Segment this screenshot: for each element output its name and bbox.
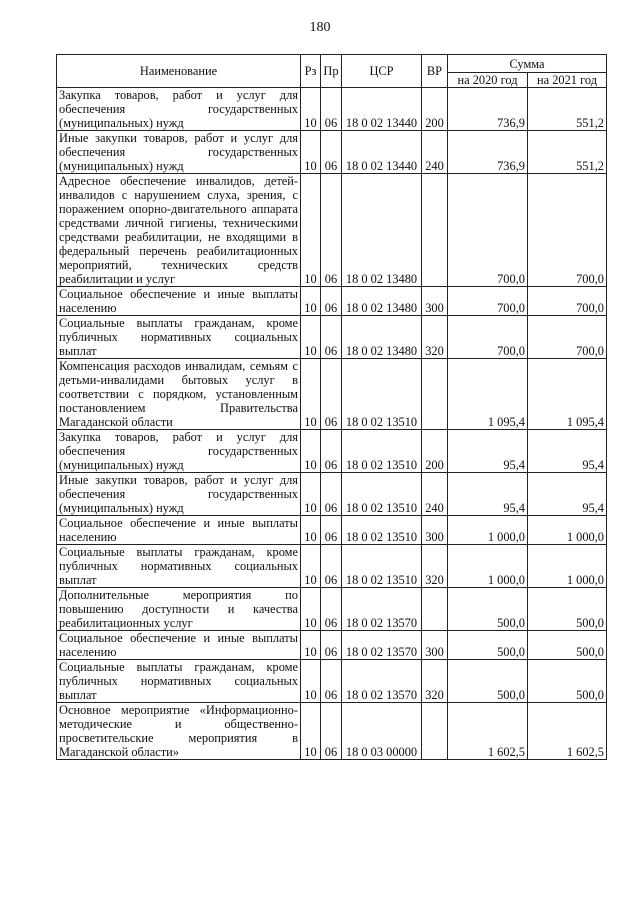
row-rz: 10 [301,316,321,359]
row-vr: 200 [422,430,448,473]
row-vr: 200 [422,88,448,131]
row-amount-2021: 500,0 [528,588,607,631]
row-pr: 06 [321,359,342,430]
row-pr: 06 [321,703,342,760]
row-vr: 240 [422,131,448,174]
page-number: 180 [309,20,331,35]
row-amount-2020: 700,0 [448,174,528,287]
row-name: Закупка товаров, работ и услуг для обеспечения государственных (муниципальных) нужд [57,430,301,473]
row-rz: 10 [301,88,321,131]
row-amount-2021: 700,0 [528,174,607,287]
row-name: Социальные выплаты гражданам, кроме публичных нормативных социальных выплат [57,316,301,359]
row-csr: 18 0 02 13440 [342,88,422,131]
row-amount-2020: 1 000,0 [448,545,528,588]
table-row [57,545,607,588]
row-amount-2021: 95,4 [528,430,607,473]
row-rz: 10 [301,131,321,174]
row-name: Иные закупки товаров, работ и услуг для обеспечения государственных (муниципальных) нужд [57,131,301,174]
row-name: Иные закупки товаров, работ и услуг для обеспечения государственных (муниципальных) нужд [57,473,301,516]
row-amount-2021: 1 602,5 [528,703,607,760]
row-csr: 18 0 02 13480 [342,174,422,287]
row-name: Компенсация расходов инвалидам, семьям с детьми-инвалидами бытовых услуг в соответствии с порядком, установленным постановлением Правительства Магаданской области [57,359,301,430]
row-vr [422,359,448,430]
row-rz: 10 [301,174,321,287]
row-amount-2021: 500,0 [528,660,607,703]
row-amount-2021: 551,2 [528,131,607,174]
row-csr: 18 0 02 13570 [342,588,422,631]
row-csr: 18 0 02 13510 [342,516,422,545]
row-amount-2021: 500,0 [528,631,607,660]
row-amount-2020: 95,4 [448,430,528,473]
row-amount-2020: 500,0 [448,660,528,703]
header-year-2021: на 2021 год [528,73,607,88]
row-amount-2021: 1 000,0 [528,545,607,588]
table-row [57,174,607,287]
row-name: Закупка товаров, работ и услуг для обеспечения государственных (муниципальных) нужд [57,88,301,131]
row-name: Социальное обеспечение и иные выплаты населению [57,631,301,660]
row-amount-2021: 551,2 [528,88,607,131]
row-rz: 10 [301,287,321,316]
row-pr: 06 [321,588,342,631]
row-vr: 300 [422,631,448,660]
row-amount-2020: 500,0 [448,631,528,660]
row-rz: 10 [301,545,321,588]
row-pr: 06 [321,430,342,473]
table-row [57,131,607,174]
row-amount-2020: 1 095,4 [448,359,528,430]
row-pr: 06 [321,545,342,588]
row-name: Социальные выплаты гражданам, кроме публичных нормативных социальных выплат [57,545,301,588]
row-pr: 06 [321,316,342,359]
row-vr: 300 [422,287,448,316]
header-sum: Сумма [448,55,607,73]
row-rz: 10 [301,430,321,473]
row-amount-2021: 700,0 [528,287,607,316]
row-pr: 06 [321,473,342,516]
row-name: Социальное обеспечение и иные выплаты населению [57,287,301,316]
table-row [57,516,607,545]
header-name: Наименование [57,55,301,88]
row-pr: 06 [321,131,342,174]
row-pr: 06 [321,516,342,545]
row-rz: 10 [301,359,321,430]
row-name: Социальное обеспечение и иные выплаты населению [57,516,301,545]
table-row [57,359,607,430]
row-vr: 320 [422,660,448,703]
table-row [57,430,607,473]
row-csr: 18 0 02 13510 [342,430,422,473]
table-row [57,287,607,316]
row-name: Адресное обеспечение инвалидов, детей-инвалидов с нарушением слуха, зрения, с поражением опорно-двигательного аппарата средствами личной гигиены, техническими средствами реабилитации, не входящими в федеральный перечень реабилитационных мероприятий, технических средств реабилитации и услуг [57,174,301,287]
table-row [57,660,607,703]
row-amount-2020: 700,0 [448,287,528,316]
row-csr: 18 0 02 13570 [342,631,422,660]
row-amount-2020: 500,0 [448,588,528,631]
row-rz: 10 [301,588,321,631]
table-body [57,88,607,760]
row-amount-2021: 1 000,0 [528,516,607,545]
row-name: Социальные выплаты гражданам, кроме публичных нормативных социальных выплат [57,660,301,703]
row-rz: 10 [301,473,321,516]
table-row [57,588,607,631]
row-csr: 18 0 02 13510 [342,473,422,516]
row-csr: 18 0 02 13480 [342,316,422,359]
row-vr: 300 [422,516,448,545]
row-amount-2021: 1 095,4 [528,359,607,430]
row-vr [422,588,448,631]
table-row [57,631,607,660]
header-pr: Пр [321,55,342,88]
row-vr: 320 [422,316,448,359]
table-row [57,473,607,516]
row-amount-2020: 95,4 [448,473,528,516]
row-csr: 18 0 02 13440 [342,131,422,174]
row-amount-2020: 736,9 [448,88,528,131]
header-year-2020: на 2020 год [448,73,528,88]
row-vr [422,703,448,760]
budget-table [56,54,607,760]
header-csr: ЦСР [342,55,422,88]
row-rz: 10 [301,516,321,545]
row-csr: 18 0 03 00000 [342,703,422,760]
row-amount-2021: 700,0 [528,316,607,359]
row-name: Основное мероприятие «Информационно-методические и общественно-просветительские мероприятия в Магаданской области» [57,703,301,760]
row-vr: 240 [422,473,448,516]
row-pr: 06 [321,660,342,703]
table-row [57,703,607,760]
row-csr: 18 0 02 13480 [342,287,422,316]
row-rz: 10 [301,660,321,703]
row-pr: 06 [321,631,342,660]
row-pr: 06 [321,287,342,316]
row-amount-2020: 1 602,5 [448,703,528,760]
row-vr: 320 [422,545,448,588]
row-amount-2020: 700,0 [448,316,528,359]
table-header [57,55,607,88]
row-amount-2020: 1 000,0 [448,516,528,545]
row-name: Дополнительные мероприятия по повышению доступности и качества реабилитационных услуг [57,588,301,631]
row-rz: 10 [301,703,321,760]
row-amount-2021: 95,4 [528,473,607,516]
table-row [57,88,607,131]
row-csr: 18 0 02 13510 [342,359,422,430]
row-vr [422,174,448,287]
header-rz: Рз [301,55,321,88]
row-pr: 06 [321,88,342,131]
header-vr: ВР [422,55,448,88]
row-pr: 06 [321,174,342,287]
row-rz: 10 [301,631,321,660]
row-csr: 18 0 02 13570 [342,660,422,703]
row-csr: 18 0 02 13510 [342,545,422,588]
table-row [57,316,607,359]
row-amount-2020: 736,9 [448,131,528,174]
